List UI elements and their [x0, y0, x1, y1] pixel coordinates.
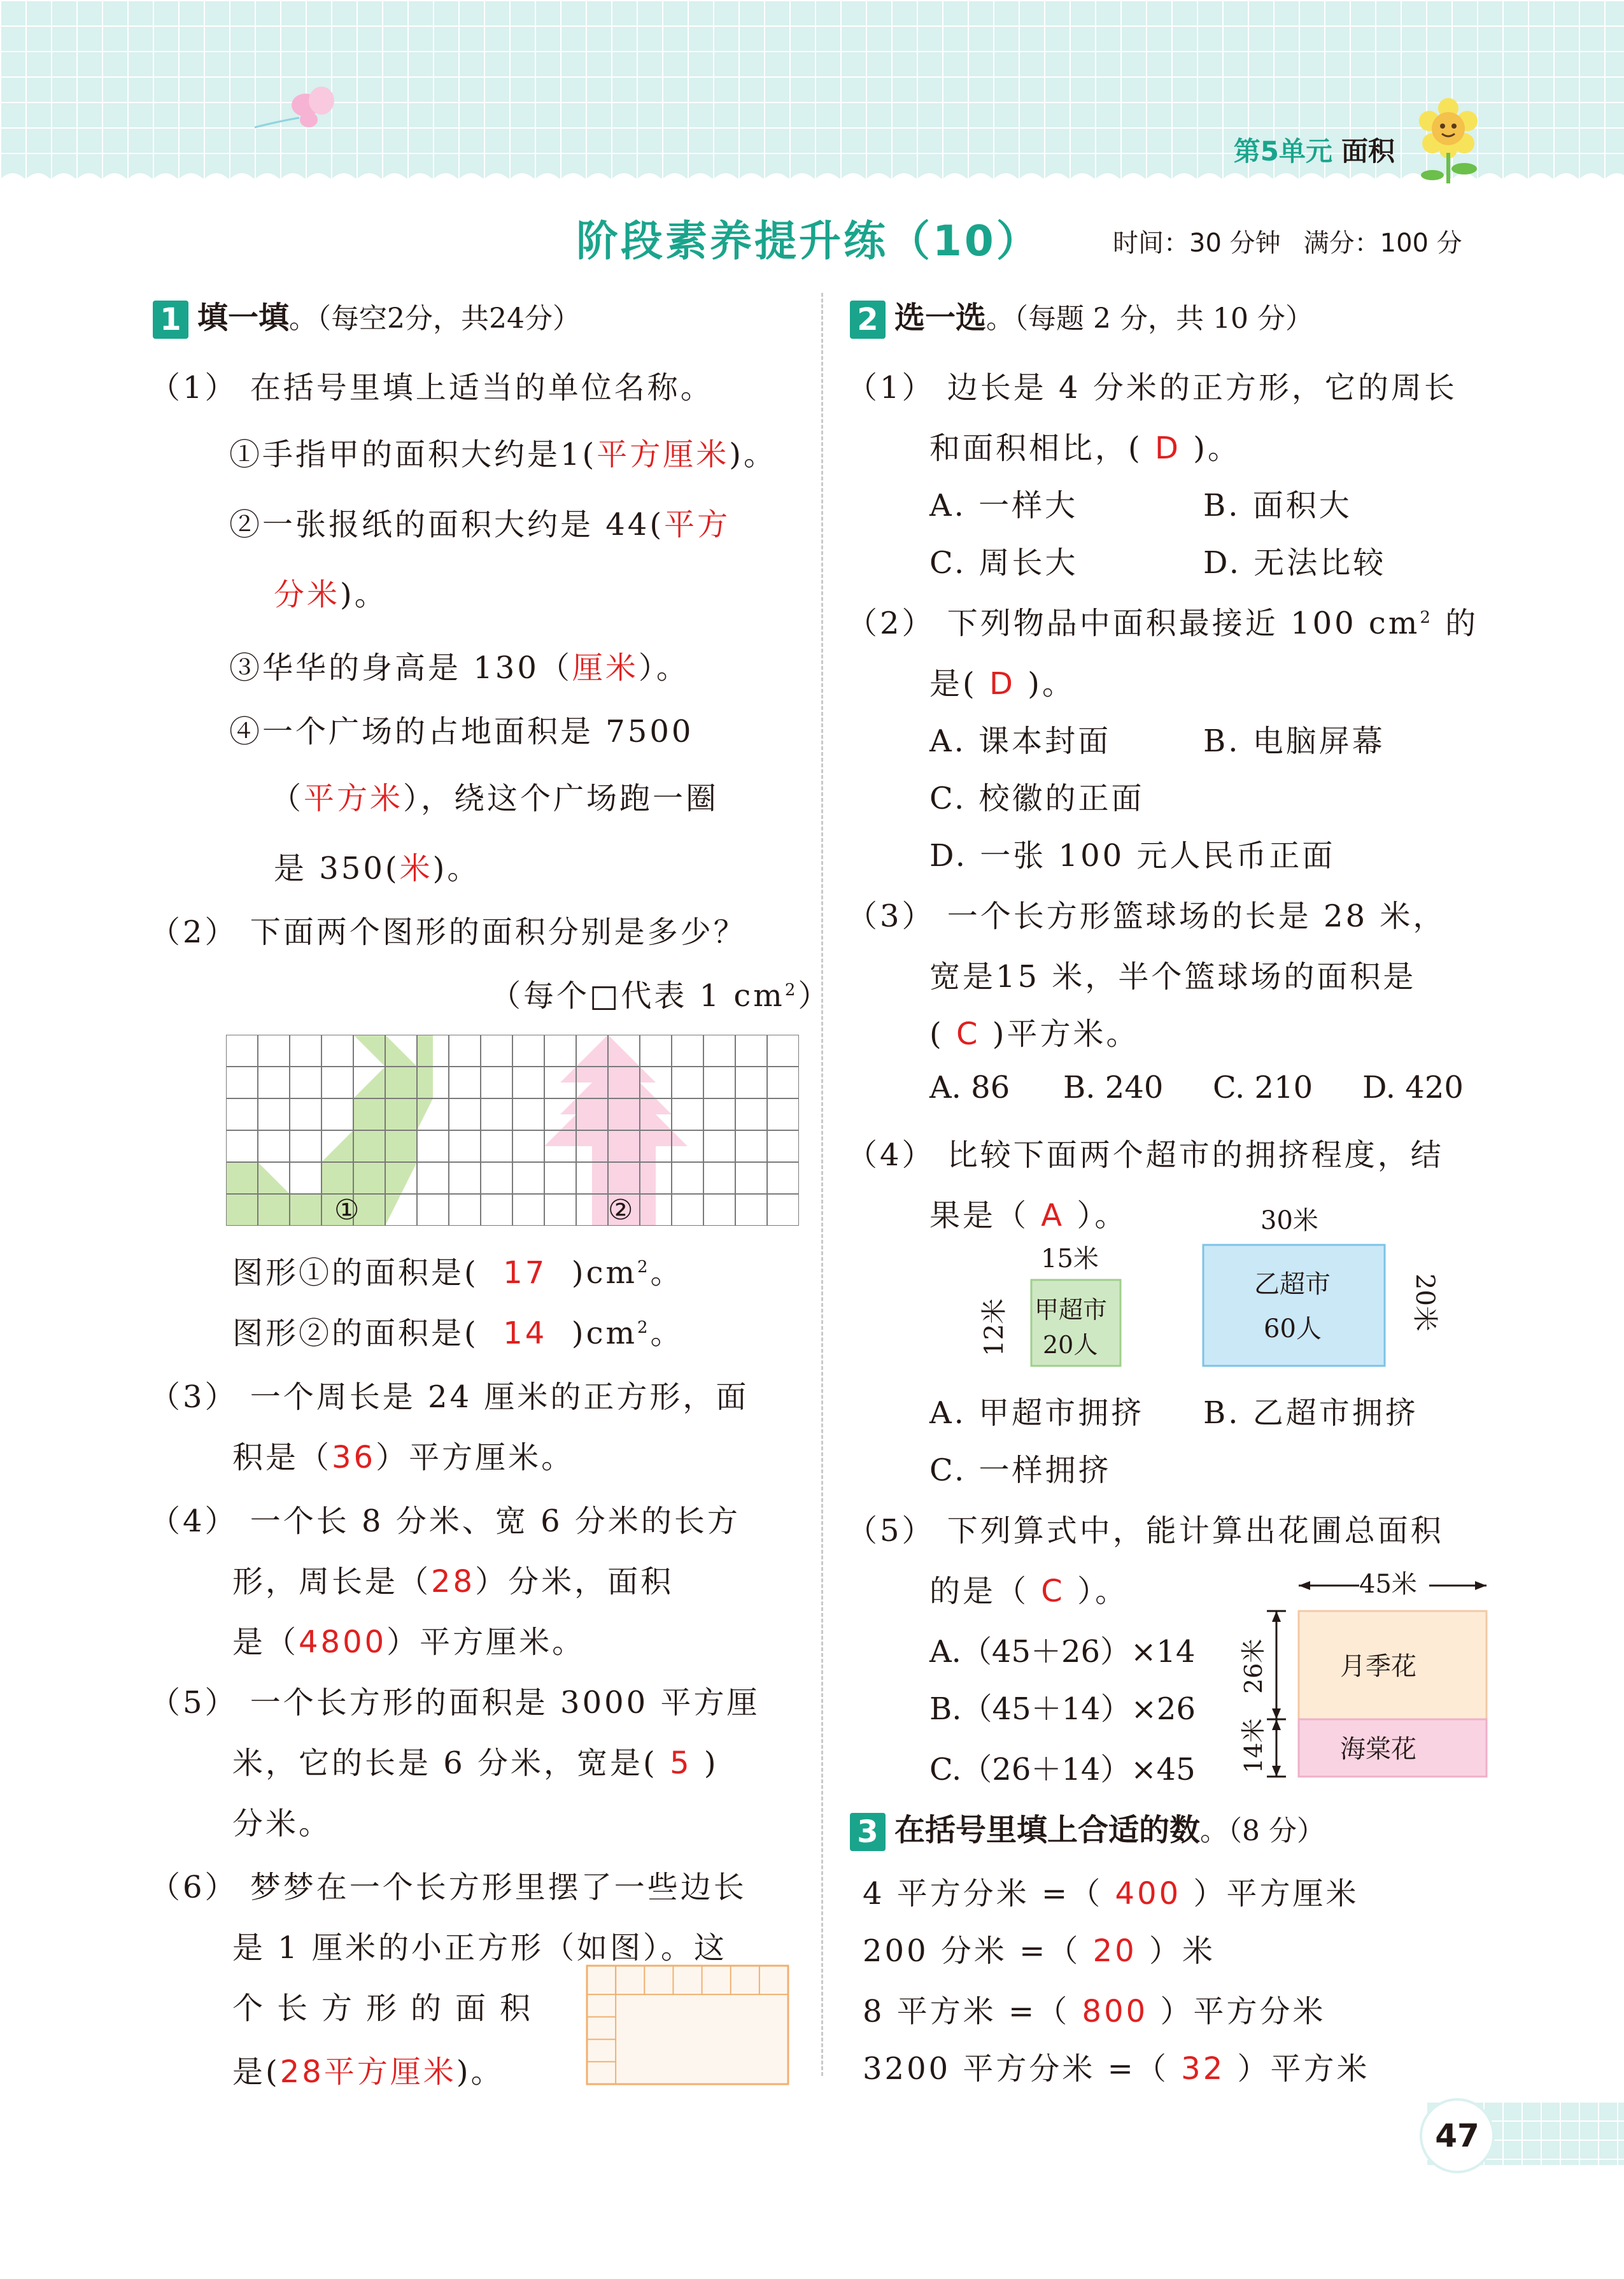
s1-q3-line2 — [232, 1433, 574, 1477]
market-b-people: 60人 — [1264, 1314, 1322, 1344]
s2-q2-option-a: A. 课本封面 — [929, 723, 1112, 759]
section-1-note: 。（每空2分，共24分） — [289, 302, 581, 335]
text: )。 — [729, 437, 777, 472]
section-1-title: 填一填 — [197, 300, 290, 336]
answer: 17 — [503, 1255, 547, 1291]
answer: A — [1041, 1198, 1065, 1233]
s1-q5-line2 — [232, 1738, 719, 1782]
s2-q1-option-c: C. 周长大 — [929, 545, 1078, 581]
s1-q6-line1: （6） 梦梦在一个长方形里摆了一些边长 — [150, 1870, 747, 1905]
text: 米，它的长是 6 分米，宽是( — [232, 1745, 658, 1781]
text: ）平方厘米 — [1193, 1876, 1359, 1912]
time-limit: 时间：30 分钟 — [1113, 229, 1281, 258]
flowerbed-width-label: 45米 — [1359, 1570, 1417, 1599]
sup: 2 — [1420, 608, 1433, 627]
s1-q6-line4 — [232, 2047, 504, 2091]
text: （ — [271, 781, 304, 816]
sup: 2 — [637, 1258, 651, 1277]
s1-q1-stem: （1） 在括号里填上适当的单位名称。 — [150, 370, 714, 406]
market-a-name: 甲超市 — [1034, 1296, 1108, 1324]
text: ），绕这个广场跑一圈 — [403, 781, 719, 816]
s2-q5-line1: （5） 下列算式中，能计算出花圃总面积 — [847, 1513, 1444, 1549]
answer: 平方米 — [304, 781, 404, 816]
text: ②一张报纸的面积大约是 44( — [229, 507, 665, 543]
s2-q4-option-b: B. 乙超市拥挤 — [1203, 1395, 1418, 1431]
answer: 800 — [1082, 1994, 1148, 2029]
answer: 32 — [1181, 2051, 1225, 2087]
section-3-badge: 3 — [850, 1813, 886, 1851]
s2-q1-line1: （1） 边长是 4 分米的正方形，它的周长 — [847, 370, 1457, 406]
s1-q1-b-line2 — [274, 570, 388, 614]
text: 积是（ — [232, 1440, 332, 1475]
s2-q3-line2: 宽是15 米，半个篮球场的面积是 — [929, 959, 1416, 995]
begonia-height-label: 14米 — [1239, 1718, 1267, 1773]
text: 。 — [650, 1316, 684, 1351]
answer: C — [956, 1016, 980, 1052]
s2-q5-option-b: B.（45＋14）×26 — [929, 1691, 1196, 1727]
text: 图形②的面积是( — [232, 1316, 479, 1351]
answer: 28平方厘米 — [279, 2054, 456, 2090]
s3-row-1 — [863, 1869, 1359, 1913]
text: )。 — [340, 577, 388, 613]
section-3-note: 。（8 分） — [1200, 1815, 1325, 1847]
s2-q5-option-c: C.（26＋14）×45 — [929, 1752, 1196, 1787]
section-1-heading — [153, 293, 581, 339]
text: ）米 — [1148, 1933, 1215, 1969]
supermarket-figure — [974, 1203, 1483, 1375]
s2-q3-option-b: B. 240 — [1063, 1070, 1164, 1105]
text: ( — [929, 1016, 944, 1052]
answer: 厘米 — [572, 650, 639, 686]
market-b-rect — [1203, 1245, 1385, 1366]
small-squares-figure — [586, 1964, 789, 2085]
text: 果是（ — [929, 1198, 1029, 1233]
text: ①手指甲的面积大约是1( — [229, 437, 597, 472]
market-b-width: 30米 — [1260, 1206, 1318, 1235]
unit-label — [1234, 131, 1395, 169]
section-1-badge: 1 — [153, 301, 188, 339]
text: )。 — [432, 851, 481, 886]
answer: 分米 — [274, 577, 341, 613]
text: 是（ — [232, 1624, 299, 1660]
s2-q4-option-c: C. 一样拥挤 — [929, 1452, 1112, 1488]
s1-q5-line3: 分米。 — [232, 1806, 332, 1842]
answer: 28 — [431, 1564, 476, 1600]
s1-q5-line1: （5） 一个长方形的面积是 3000 平方厘 — [150, 1685, 760, 1721]
text: 和面积相比，( — [929, 430, 1143, 466]
s1-q3-line1: （3） 一个周长是 24 厘米的正方形，面 — [150, 1379, 749, 1415]
s2-q2-option-b: B. 电脑屏幕 — [1203, 723, 1385, 759]
s2-q4-line1: （4） 比较下面两个超市的拥挤程度，结 — [847, 1137, 1444, 1173]
s3-row-2 — [863, 1926, 1215, 1970]
text: 8 平方米 =（ — [863, 1994, 1070, 2029]
shape-grid-figure — [226, 1035, 799, 1226]
answer: 400 — [1115, 1876, 1182, 1912]
text: 。 — [650, 1255, 684, 1291]
sup: 2 — [637, 1318, 651, 1337]
text: ）平方厘米。 — [376, 1440, 575, 1475]
column-divider — [821, 293, 823, 2076]
text: )平方米。 — [992, 1016, 1140, 1052]
sunflower-icon — [1407, 89, 1490, 185]
s2-q2-option-c: C. 校徽的正面 — [929, 781, 1145, 816]
unit-topic: 面积 — [1341, 136, 1395, 167]
answer: 平方厘米 — [597, 437, 730, 472]
market-b-height: 20米 — [1410, 1274, 1439, 1331]
s1-q6-line2: 是 1 厘米的小正方形（如图）。这 — [232, 1930, 728, 1966]
s3-row-3 — [863, 1987, 1325, 2031]
text: ③华华的身高是 130（ — [229, 650, 572, 686]
s1-q4-line2 — [232, 1557, 674, 1601]
text: （每个□代表 1 cm — [490, 978, 785, 1014]
market-a-height: 12米 — [980, 1298, 1009, 1356]
market-b-name: 乙超市 — [1254, 1270, 1331, 1299]
s1-q6-line3: 个长方形的面积 — [232, 1991, 545, 2026]
answer: D — [1155, 430, 1181, 466]
answer: 米 — [399, 851, 433, 886]
s2-q2-line2 — [929, 659, 1075, 703]
s1-q2-hint — [490, 971, 831, 1015]
rose-height-label: 26米 — [1239, 1638, 1267, 1694]
section-2-badge: 2 — [850, 301, 886, 339]
text: )。 — [1027, 666, 1075, 702]
text: 图形①的面积是( — [232, 1255, 479, 1291]
text: )。 — [456, 2054, 504, 2090]
text: ）平方米 — [1237, 2051, 1370, 2087]
s1-q2-result-2 — [232, 1309, 684, 1352]
unit-number: 第5单元 — [1233, 136, 1332, 167]
full-score: 满分：100 分 — [1303, 229, 1462, 258]
answer: D — [989, 666, 1015, 702]
s1-q1-a — [229, 430, 777, 474]
butterfly-icon — [255, 83, 344, 140]
answer: 4800 — [299, 1624, 387, 1660]
section-3-title: 在括号里填上合适的数 — [894, 1812, 1201, 1848]
section-2-note: 。（每题 2 分，共 10 分） — [986, 302, 1313, 335]
answer: 平方 — [664, 507, 731, 543]
flowerbed-figure — [1235, 1563, 1490, 1793]
text: )cm — [571, 1316, 637, 1351]
s1-q1-c — [229, 643, 689, 687]
answer: 36 — [332, 1440, 376, 1475]
text: 是( — [232, 2054, 280, 2090]
market-a-people: 20人 — [1043, 1331, 1098, 1359]
text: ） — [798, 978, 831, 1014]
page-title: 阶段素养提升练（10） — [576, 217, 1041, 266]
text: 是( — [929, 666, 977, 702]
figure-label-1: ① — [334, 1194, 360, 1226]
text: ）平方厘米。 — [386, 1624, 586, 1660]
s1-q2-result-1 — [232, 1248, 684, 1292]
text: 的是（ — [929, 1573, 1029, 1609]
s2-q2-line1 — [847, 599, 1478, 643]
text: )cm — [571, 1255, 637, 1291]
text: 200 分米 =（ — [863, 1933, 1081, 1969]
text: ）平方分米 — [1160, 1994, 1326, 2029]
s1-q2-stem: （2） 下面两个图形的面积分别是多少？ — [150, 914, 747, 950]
header-wave — [0, 167, 1624, 192]
s1-q4-line3 — [232, 1617, 585, 1661]
text: 4 平方分米 =（ — [863, 1876, 1103, 1912]
begonia-label: 海棠花 — [1340, 1735, 1416, 1764]
answer: 5 — [670, 1745, 692, 1781]
s2-q1-option-b: B. 面积大 — [1203, 488, 1352, 523]
rose-label: 月季花 — [1340, 1652, 1416, 1681]
s2-q3-line1: （3） 一个长方形篮球场的长是 28 米， — [847, 898, 1446, 934]
s2-q3-line3 — [929, 1009, 1140, 1053]
s1-q1-b — [229, 500, 730, 544]
text: ）。 — [1077, 1573, 1129, 1609]
market-a-width: 15米 — [1041, 1244, 1099, 1274]
s2-q3-option-c: C. 210 — [1213, 1070, 1313, 1105]
text: 的 — [1432, 606, 1479, 641]
text: 3200 平方分米 =（ — [863, 2051, 1169, 2087]
s2-q5-line2 — [929, 1566, 1128, 1610]
text: )。 — [1193, 430, 1241, 466]
answer: 20 — [1092, 1933, 1137, 1969]
answer: 14 — [503, 1316, 547, 1351]
s2-q3-option-a: A. 86 — [929, 1070, 1010, 1105]
s2-q1-option-a: A. 一样大 — [929, 488, 1078, 523]
s2-q2-option-d: D. 一张 100 元人民币正面 — [929, 838, 1336, 874]
text: ）分米，面积 — [475, 1564, 674, 1600]
section-3-heading — [850, 1805, 1325, 1851]
section-2-heading — [850, 293, 1313, 339]
s2-q4-option-a: A. 甲超市拥挤 — [929, 1395, 1145, 1431]
s1-q1-d-line3 — [274, 844, 480, 888]
sup: 2 — [784, 981, 798, 1000]
s2-q1-option-d: D. 无法比较 — [1203, 545, 1387, 581]
text: ) — [703, 1745, 719, 1781]
exam-meta — [1113, 223, 1485, 259]
s3-row-4 — [863, 2044, 1370, 2088]
text: 是 350( — [274, 851, 400, 886]
text: ）。 — [638, 650, 689, 686]
s2-q1-line2 — [929, 423, 1241, 467]
s1-q4-line1: （4） 一个长 8 分米、宽 6 分米的长方 — [150, 1503, 740, 1539]
answer: C — [1041, 1573, 1065, 1609]
text: ）。 — [1077, 1198, 1128, 1233]
s1-q1-d: ④一个广场的占地面积是 7500 — [229, 714, 694, 749]
text: （2） 下列物品中面积最接近 100 cm — [847, 606, 1420, 641]
s2-q3-option-d: D. 420 — [1362, 1070, 1464, 1105]
s2-q5-option-a: A.（45＋26）×14 — [929, 1634, 1196, 1670]
s1-q1-d-line2 — [271, 774, 719, 818]
figure-label-2: ② — [608, 1194, 633, 1226]
text: 形，周长是（ — [232, 1564, 432, 1600]
section-2-title: 选一选 — [894, 300, 987, 336]
page-number: 47 — [1420, 2098, 1495, 2173]
